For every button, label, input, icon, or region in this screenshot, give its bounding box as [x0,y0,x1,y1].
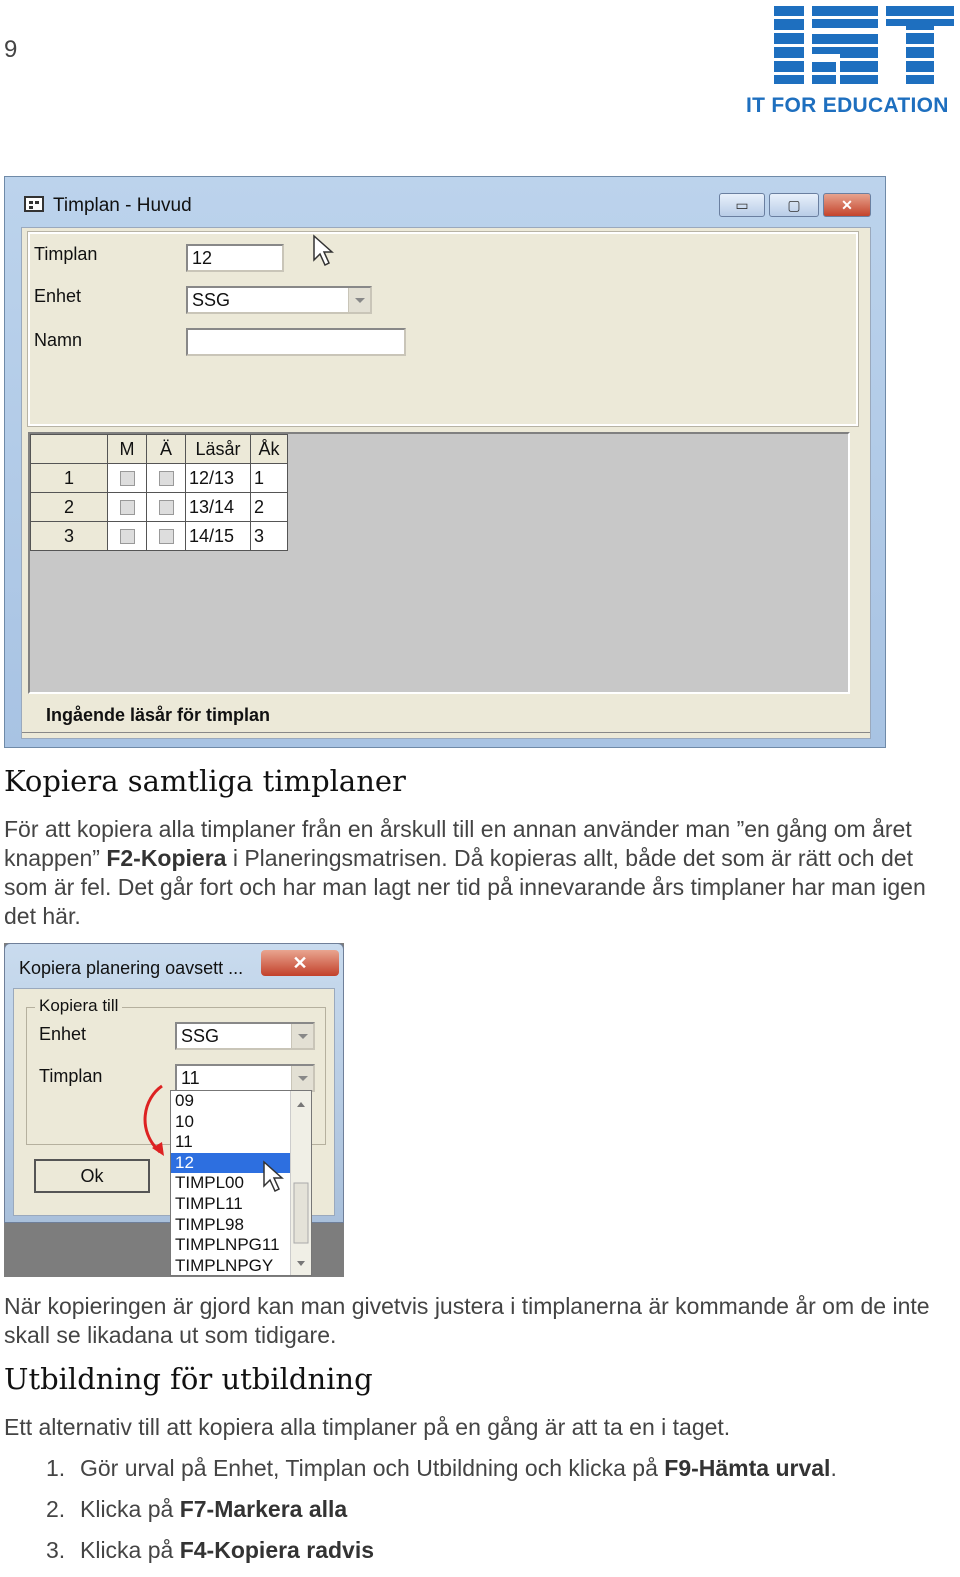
paragraph-justera: När kopieringen är gjord kan man givetvis justera i timplanerna är kommande år om de inte skall se likadana ut som tidigare. [4,1293,930,1348]
list-item [4,1530,954,1571]
window-body [21,227,871,739]
list-item [4,1489,954,1530]
list-item[interactable]: TIMPL98 [175,1214,244,1234]
steps-list [4,1448,954,1571]
a-checkbox-cell[interactable] [147,464,186,493]
logo-tagline: IT FOR EDUCATION [746,94,949,117]
timplan-value: 11 [181,1068,200,1088]
grid-corner [31,435,108,464]
details-panel [28,232,858,426]
grid-header-ak[interactable]: Åk [251,435,288,464]
table-row[interactable] [31,522,288,551]
lasar-grid-panel [28,432,850,694]
ak-cell[interactable]: 1 [251,464,288,493]
timplan-label: Timplan [34,244,98,264]
list-item-selected[interactable]: 12 [171,1153,311,1174]
table-row[interactable] [31,464,288,493]
enhet-value: SSG [181,1026,220,1046]
a-checkbox-cell[interactable] [147,522,186,551]
grid-header-a[interactable]: Ä [147,435,186,464]
ist-logo-mark [740,4,955,92]
list-item [4,1448,954,1489]
a-checkbox[interactable] [159,529,174,544]
grid-header-row [31,435,288,464]
list-item[interactable]: TIMPLNPGY [175,1255,274,1275]
timplan-field[interactable]: 12 [186,244,284,272]
chevron-down-icon[interactable] [291,1024,313,1048]
maximize-button[interactable]: ▢ [769,193,819,217]
a-checkbox[interactable] [159,471,174,486]
lasar-grid [30,434,288,551]
timplan-window [4,176,886,748]
enhet-value: SSG [192,290,231,310]
step-text: . [830,1455,837,1481]
grid-header-lasar[interactable]: Läsår [186,435,251,464]
enhet-dropdown[interactable] [175,1022,315,1050]
list-item[interactable]: TIMPLNPG11 [175,1235,280,1255]
list-item[interactable]: TIMPL00 [175,1173,244,1193]
heading-utbildning: Utbildning för utbildning [4,1362,373,1396]
list-item[interactable]: TIMPL11 [175,1193,243,1213]
step-text: Klicka på [80,1496,180,1522]
paragraph-text: För att kopiera alla timplaner från en årskull till en annan använder man ”en gång om året knappen” [4,816,912,871]
row-number: 2 [31,493,108,522]
timplan-dropdown-list[interactable] [170,1090,312,1276]
step-text: Gör urval på Enhet, Timplan och Utbildning och klicka på [80,1455,665,1481]
enhet-dropdown[interactable] [186,286,372,314]
m-checkbox[interactable] [120,471,135,486]
timplan-label: Timplan [39,1066,103,1086]
enhet-label: Enhet [34,286,82,306]
step-number: 2. [46,1496,66,1522]
paragraph-kopiera [4,815,954,931]
mouse-pointer-icon [262,1160,286,1194]
scrollbar-arrows-icon [291,1091,311,1275]
list-scrollbar[interactable] [290,1091,311,1275]
chevron-down-icon[interactable] [348,288,370,312]
namn-label: Namn [34,330,83,350]
close-button[interactable]: ✕ [261,950,339,976]
heading-kopiera-samtliga: Kopiera samtliga timplaner [4,764,406,798]
step-number: 1. [46,1455,66,1481]
lasar-cell[interactable]: 13/14 [186,493,251,522]
ak-cell[interactable]: 3 [251,522,288,551]
step-key: F4-Kopiera radvis [179,1537,375,1563]
a-checkbox[interactable] [159,500,174,515]
f2-kopiera-text: F2-Kopiera [106,845,227,871]
m-checkbox-cell[interactable] [108,464,147,493]
ak-cell[interactable]: 2 [251,493,288,522]
namn-field[interactable] [186,328,406,356]
window-title: Kopiera planering oavsett ... [19,958,244,978]
m-checkbox[interactable] [120,500,135,515]
row-number: 1 [31,464,108,493]
list-item[interactable]: 10 [175,1111,194,1131]
step-number: 3. [46,1537,66,1563]
list-item[interactable]: 11 [175,1132,193,1152]
step-key: F7-Markera alla [179,1496,348,1522]
window-app-icon [23,193,47,215]
page-number: 9 [4,36,18,63]
minimize-button[interactable]: ▭ [719,193,765,217]
m-checkbox-cell[interactable] [108,493,147,522]
lasar-cell[interactable]: 12/13 [186,464,251,493]
table-row[interactable] [31,493,288,522]
tab-ingaende-lasar[interactable]: Ingående läsår för timplan [32,698,284,733]
red-arrow-icon [136,1082,168,1162]
grid-header-m[interactable]: M [108,435,147,464]
window-title: Timplan - Huvud [53,195,192,216]
lasar-cell[interactable]: 14/15 [186,522,251,551]
paragraph-alternativ: Ett alternativ till att kopiera alla timplaner på en gång är att ta en i taget. [4,1414,731,1440]
chevron-down-icon[interactable] [291,1066,313,1090]
ok-button[interactable]: Ok [34,1159,150,1193]
step-text: Klicka på [80,1537,180,1563]
a-checkbox-cell[interactable] [147,493,186,522]
step-key: F9-Hämta urval [664,1455,831,1481]
close-button[interactable]: ✕ [823,193,871,217]
mouse-pointer-icon [312,234,336,268]
row-number: 3 [31,522,108,551]
m-checkbox[interactable] [120,529,135,544]
group-title: Kopiera till [35,996,122,1016]
m-checkbox-cell[interactable] [108,522,147,551]
paragraph-text: i Planeringsmatrisen. Då kopieras allt, både det som är rätt och det som är fel. Det går fort och har man lagt ner tid på innevarande års timplaner har man igen det här. [4,845,926,929]
list-item[interactable]: 09 [175,1091,194,1110]
ist-logo [740,4,955,124]
timplan-dropdown[interactable] [175,1064,315,1092]
enhet-label: Enhet [39,1024,87,1044]
